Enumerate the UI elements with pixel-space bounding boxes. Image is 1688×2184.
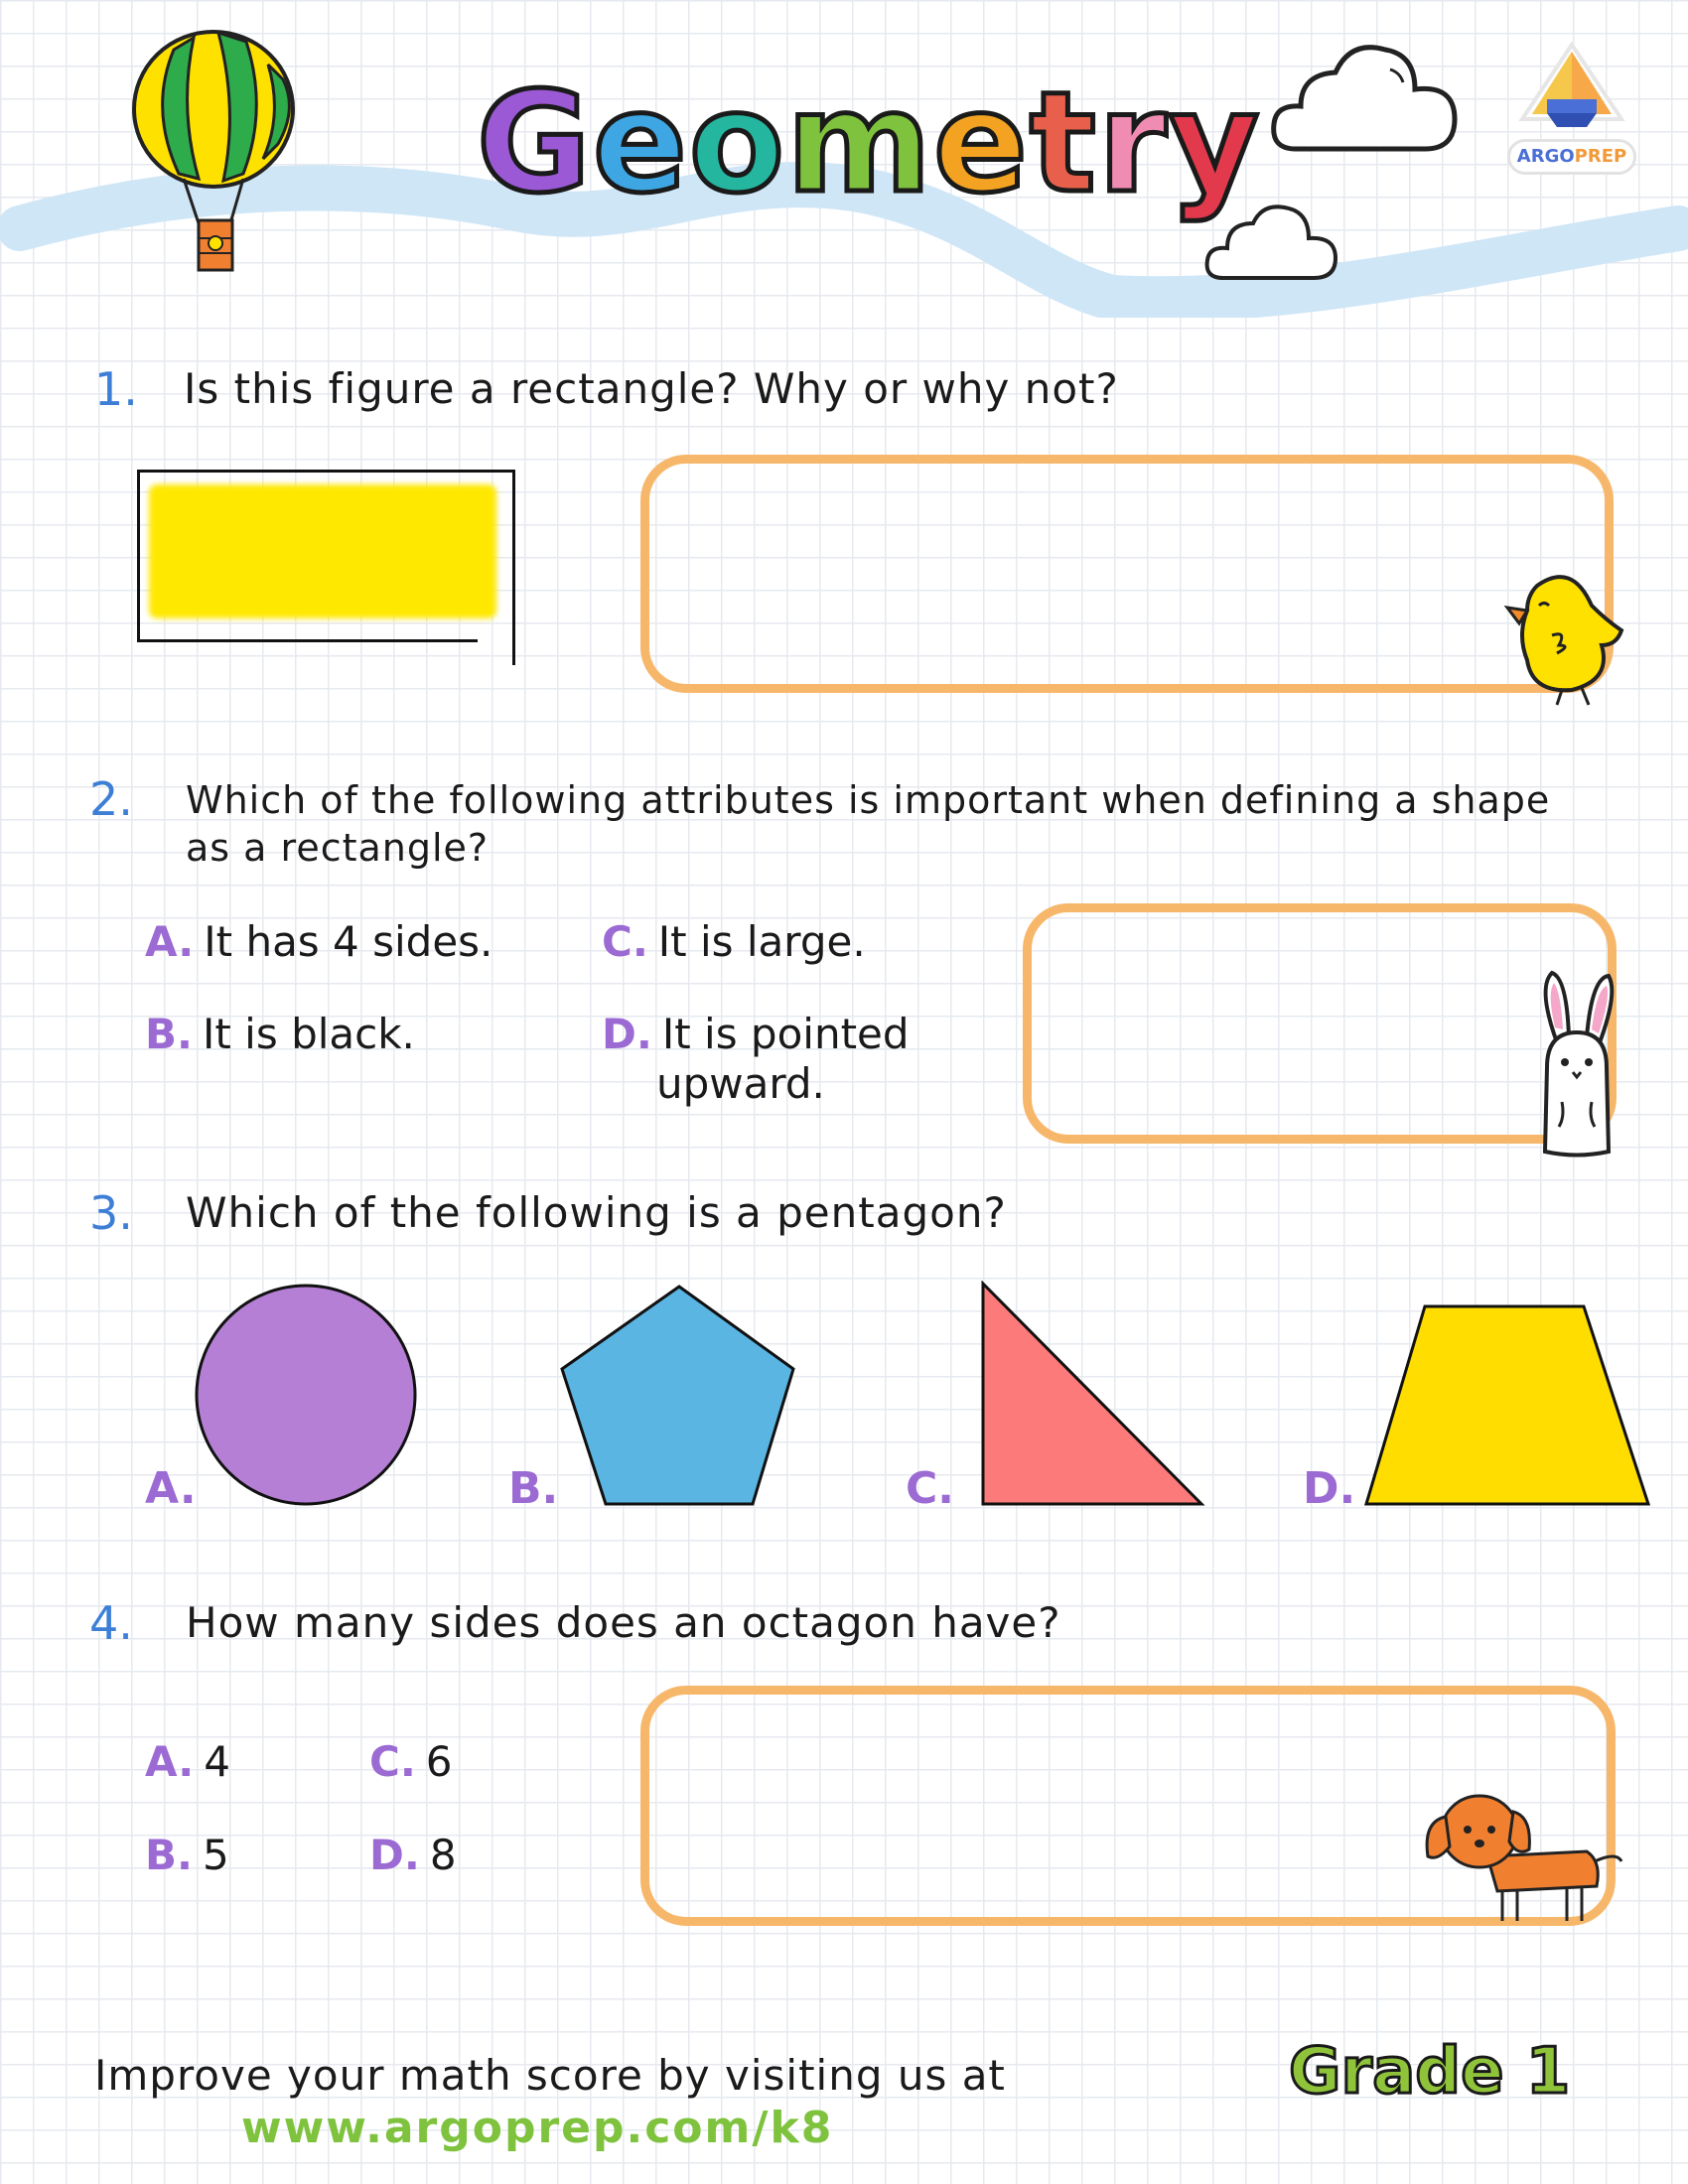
- q2-option-c-text: It is large.: [657, 917, 866, 966]
- question-3-number: 3.: [89, 1186, 133, 1240]
- trapezoid-shape: [1366, 1306, 1648, 1504]
- argoprep-logo: [1507, 40, 1636, 179]
- q1-answer-box[interactable]: [640, 455, 1614, 693]
- q3-option-a-label: A.: [145, 1463, 197, 1514]
- q3-option-c-label: C.: [906, 1463, 955, 1514]
- q4-option-d-text: 8: [429, 1831, 457, 1879]
- q4-option-c[interactable]: [369, 1738, 453, 1786]
- pentagon-shape: [562, 1287, 793, 1504]
- question-2-text-line1: Which of the following attributes is important when defining a shape: [186, 778, 1551, 822]
- q4-option-c-letter: C.: [369, 1737, 416, 1786]
- q2-option-c-letter: C.: [602, 917, 648, 966]
- q4-option-a-text: 4: [204, 1737, 230, 1786]
- q4-option-b[interactable]: [145, 1832, 229, 1879]
- bunny-icon: [1527, 968, 1626, 1166]
- q4-option-d[interactable]: [369, 1832, 457, 1879]
- grade-label: Grade 1: [1289, 2035, 1571, 2109]
- footer-link[interactable]: www.argoprep.com/k8: [241, 2103, 834, 2153]
- q1-right-line: [512, 470, 515, 665]
- q1-left-line: [137, 470, 140, 642]
- q3-shape-triangle[interactable]: [978, 1281, 1206, 1509]
- title-letter: t: [1029, 63, 1098, 224]
- logo-text-argo: ARGO: [1516, 146, 1575, 167]
- q4-option-c-text: 6: [425, 1737, 453, 1786]
- question-4-number: 4.: [89, 1596, 133, 1650]
- q2-option-d[interactable]: [602, 1011, 910, 1058]
- cloud-icon: [1266, 35, 1465, 164]
- logo-text-prep: PREP: [1574, 146, 1627, 167]
- right-triangle-shape: [983, 1284, 1201, 1504]
- q3-shape-pentagon[interactable]: [559, 1284, 797, 1507]
- q3-option-b-label: B.: [508, 1463, 559, 1514]
- q2-option-a-text: It has 4 sides.: [204, 917, 493, 966]
- dog-icon: [1418, 1782, 1626, 1931]
- q4-option-a[interactable]: [145, 1738, 230, 1786]
- title-letter: m: [786, 63, 933, 224]
- title-letter: e: [592, 63, 689, 224]
- q3-option-d-label: D.: [1303, 1463, 1356, 1514]
- question-3-text: Which of the following is a pentagon?: [186, 1188, 1007, 1237]
- page-title: [477, 60, 1262, 228]
- question-4-text: How many sides does an octagon have?: [186, 1598, 1061, 1647]
- question-1-number: 1.: [94, 362, 138, 416]
- footer-text: Improve your math score by visiting us at: [94, 2051, 1006, 2100]
- q1-yellow-fill: [149, 484, 496, 618]
- chick-icon: [1497, 566, 1626, 715]
- q2-option-d-text-line1: It is pointed: [661, 1010, 910, 1058]
- q4-option-b-letter: B.: [145, 1831, 193, 1879]
- q2-option-c[interactable]: [602, 918, 866, 966]
- title-letter: r: [1097, 63, 1169, 224]
- q2-option-b-text: It is black.: [202, 1010, 415, 1058]
- title-letter: y: [1168, 63, 1262, 224]
- q4-option-d-letter: D.: [369, 1831, 420, 1879]
- title-letter: e: [932, 63, 1030, 224]
- circle-shape: [197, 1286, 415, 1504]
- question-2-text-line2: as a rectangle?: [186, 826, 490, 870]
- hot-air-balloon-icon: [119, 30, 308, 288]
- q2-option-a[interactable]: [145, 918, 492, 966]
- question-1-text: Is this figure a rectangle? Why or why not?: [184, 364, 1119, 413]
- q1-bottom-line: [137, 639, 478, 642]
- q2-option-a-letter: A.: [145, 917, 195, 966]
- q2-option-d-text-line2: upward.: [656, 1059, 825, 1108]
- q3-shape-trapezoid[interactable]: [1363, 1303, 1651, 1507]
- q3-shape-circle[interactable]: [194, 1284, 422, 1512]
- q2-option-b-letter: B.: [145, 1010, 193, 1058]
- q1-top-line: [137, 470, 514, 473]
- q1-figure: [137, 470, 516, 668]
- question-2-number: 2.: [89, 772, 133, 826]
- argoprep-logo-icon: [1507, 40, 1636, 139]
- cloud-icon: [1201, 199, 1340, 288]
- q2-option-b[interactable]: [145, 1011, 415, 1058]
- q4-option-b-text: 5: [202, 1831, 229, 1879]
- q2-option-d-letter: D.: [602, 1010, 652, 1058]
- title-letter: G: [477, 63, 593, 224]
- q4-option-a-letter: A.: [145, 1737, 195, 1786]
- title-letter: o: [688, 63, 787, 224]
